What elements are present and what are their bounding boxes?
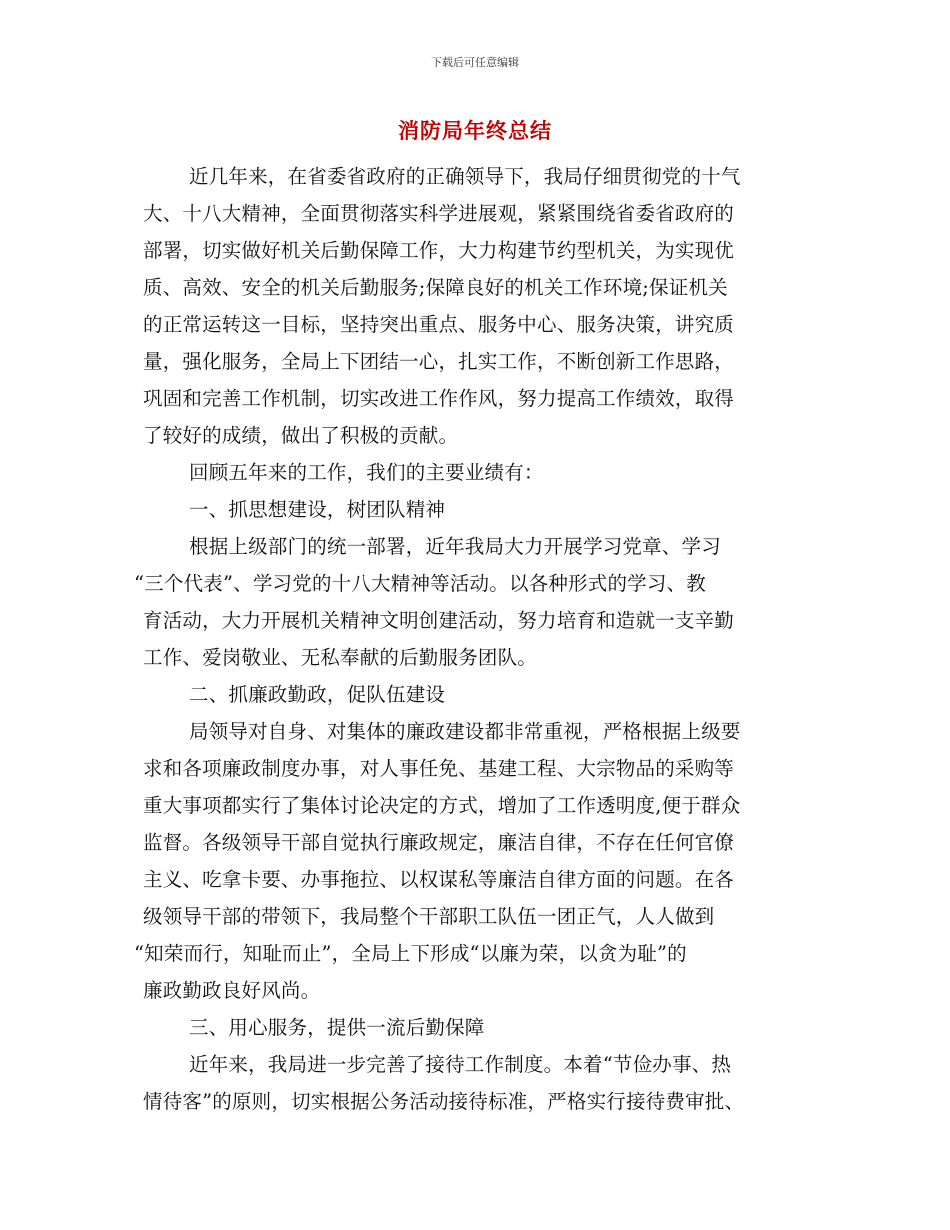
section-heading: 三、用心服务，提供一流后勤保障	[189, 1016, 485, 1039]
text-line: 大、十八大精神，全面贯彻落实科学进展观，紧紧围绕省委省政府的	[143, 202, 735, 225]
text-line: 情待客”的原则，切实根据公务活动接待标准，严格实行接待费审批、	[143, 1090, 745, 1113]
text-line: 近几年来，在省委省政府的正确领导下，我局仔细贯彻党的十气	[189, 165, 741, 188]
section-heading: 二、抓廉政勤政，促队伍建设	[189, 683, 446, 706]
text-line: “知荣而行，知耻而止”，全局上下形成“以廉为荣，以贪为耻”的	[134, 942, 687, 965]
text-line: 的正常运转这一目标，坚持突出重点、服务中心、服务决策，讲究质	[143, 313, 735, 336]
text-line: 重大事项都实行了集体讨论决定的方式，增加了工作透明度,便于群众	[143, 794, 741, 817]
text-line: 近年来，我局进一步完善了接待工作制度。本着“节俭办事、热	[189, 1053, 732, 1076]
text-line: 质、高效、安全的机关后勤服务;保障良好的机关工作环境;保证机关	[143, 276, 728, 299]
text-line: 育活动，大力开展机关精神文明创建活动，努力培育和造就一支辛勤	[143, 609, 735, 632]
text-line: 廉政勤政良好风尚。	[143, 979, 321, 1002]
text-line: 求和各项廉政制度办事，对人事任免、基建工程、大宗物品的采购等	[143, 757, 735, 780]
document-title: 消防局年终总结	[398, 118, 552, 143]
text-line: 监督。各级领导干部自觉执行廉政规定，廉洁自律，不存在任何官僚	[143, 831, 735, 854]
document-body	[134, 158, 806, 1120]
text-line: 部署，切实做好机关后勤保障工作，大力构建节约型机关，为实现优	[143, 239, 735, 262]
text-line: 量，强化服务，全局上下团结一心，扎实工作，不断创新工作思路，	[143, 350, 735, 373]
text-line: 工作、爱岗敬业、无私奉献的后勤服务团队。	[143, 646, 538, 669]
text-line: 级领导干部的带领下，我局整个干部职工队伍一团正气，人人做到	[143, 905, 715, 928]
section-heading: 一、抓思想建设，树团队精神	[189, 498, 446, 521]
text-line: 了较好的成绩，做出了积极的贡献。	[143, 424, 459, 447]
text-line: 局领导对自身、对集体的廉政建设都非常重视，严格根据上级要	[189, 720, 741, 743]
text-line: 回顾五年来的工作，我们的主要业绩有：	[189, 461, 544, 484]
text-line: “三个代表”、学习党的十八大精神等活动。以各种形式的学习、教	[134, 572, 706, 595]
text-line: 根据上级部门的统一部署，近年我局大力开展学习党章、学习	[189, 535, 721, 558]
text-line: 巩固和完善工作机制，切实改进工作作风，努力提高工作绩效，取得	[143, 387, 735, 410]
page-header-note: 下载后可任意编辑	[431, 56, 519, 69]
text-line: 主义、吃拿卡要、办事拖拉、以权谋私等廉洁自律方面的问题。在各	[143, 868, 735, 891]
